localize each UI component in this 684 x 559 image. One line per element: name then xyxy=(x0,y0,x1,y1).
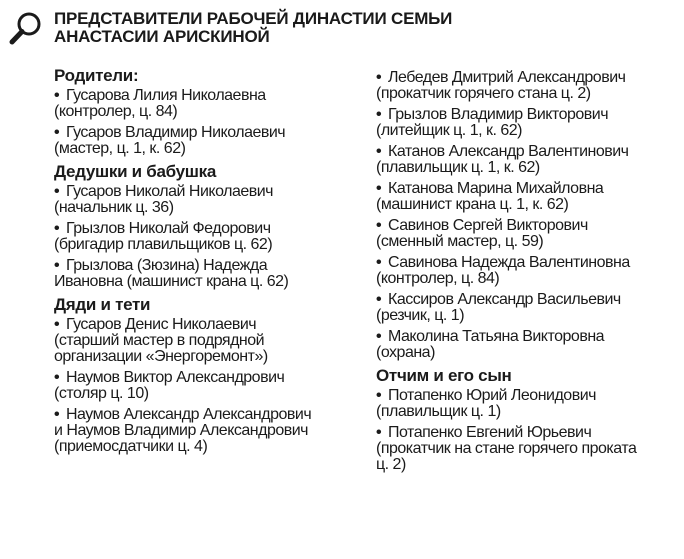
list-item xyxy=(54,317,354,365)
person-role: (резчик, ц. 1) xyxy=(376,307,465,324)
list-item xyxy=(376,107,678,139)
list-item xyxy=(376,388,678,420)
person-role: (столяр ц. 10) xyxy=(54,385,149,402)
list-item xyxy=(376,218,678,250)
list-item xyxy=(54,258,354,290)
list-item xyxy=(54,370,354,402)
person-role: (контролер, ц. 84) xyxy=(376,270,500,287)
person-name: • Грызлов Николай Федорович xyxy=(54,221,354,237)
person-role: (плавильщик ц. 1) xyxy=(376,403,501,420)
person-name: • Катанов Александр Валентинович xyxy=(376,144,678,160)
person-name: • Грызлов Владимир Викторович xyxy=(376,107,678,123)
person-name: • Маколина Татьяна Викторовна xyxy=(376,329,678,345)
person-role: (начальник ц. 36) xyxy=(54,199,174,216)
title-line-2: АНАСТАСИИ АРИСКИНОЙ xyxy=(54,27,270,46)
person-name: • Лебедев Дмитрий Александрович xyxy=(376,70,678,86)
section-title-stepfather-son: Отчим и его сын xyxy=(376,366,512,385)
person-name: • Грызлова (Зюзина) Надежда xyxy=(54,258,354,274)
person-name: • Потапенко Евгений Юрьевич xyxy=(376,425,678,441)
section-uncles-aunts xyxy=(54,295,354,455)
person-role: (охрана) xyxy=(376,344,435,361)
person-role: (сменный мастер, ц. 59) xyxy=(376,233,544,250)
left-column xyxy=(54,66,354,460)
right-column xyxy=(376,70,678,478)
person-role: (старший мастер в подрядной xyxy=(54,332,265,349)
person-name: • Гусарова Лилия Николаевна xyxy=(54,88,354,104)
section-title-grandparents: Дедушки и бабушка xyxy=(54,162,216,181)
person-name: • Наумов Александр Александрович xyxy=(54,407,354,423)
person-role-continued: (приемосдатчики ц. 4) xyxy=(54,438,208,455)
person-role: и Наумов Владимир Александрович xyxy=(54,422,309,439)
section-title-parents: Родители: xyxy=(54,66,139,85)
list-item xyxy=(376,292,678,324)
list-item xyxy=(54,125,354,157)
person-role: (плавильщик ц. 1, к. 62) xyxy=(376,159,540,176)
person-role: (бригадир плавильщиков ц. 62) xyxy=(54,236,273,253)
person-name: • Савинов Сергей Викторович xyxy=(376,218,678,234)
title-line-1: ПРЕДСТАВИТЕЛИ РАБОЧЕЙ ДИНАСТИИ СЕМЬИ xyxy=(54,9,453,28)
person-name: • Наумов Виктор Александрович xyxy=(54,370,354,386)
person-role: Ивановна (машинист крана ц. 62) xyxy=(54,273,289,290)
person-role: (контролер, ц. 84) xyxy=(54,103,178,120)
section-parents xyxy=(54,66,354,157)
list-item xyxy=(54,221,354,253)
page-title xyxy=(54,10,452,46)
person-role: (прокатчик на стане горячего проката xyxy=(376,440,637,457)
list-item xyxy=(376,144,678,176)
person-role-continued: ц. 2) xyxy=(376,456,406,473)
section-stepfather-son xyxy=(376,366,678,473)
person-role: (прокатчик горячего стана ц. 2) xyxy=(376,85,591,102)
list-item xyxy=(376,70,678,102)
person-name: • Гусаров Денис Николаевич xyxy=(54,317,354,333)
person-name: • Потапенко Юрий Леонидович xyxy=(376,388,678,404)
person-name: • Гусаров Николай Николаевич xyxy=(54,184,354,200)
list-item xyxy=(376,181,678,213)
list-item xyxy=(376,255,678,287)
list-item xyxy=(376,329,678,361)
person-name: • Катанова Марина Михайловна xyxy=(376,181,678,197)
section-grandparents xyxy=(54,162,354,290)
list-item xyxy=(54,407,354,455)
person-name: • Савинова Надежда Валентиновна xyxy=(376,255,678,271)
person-name: • Кассиров Александр Васильевич xyxy=(376,292,678,308)
list-item xyxy=(54,184,354,216)
magnifier-icon xyxy=(8,10,44,46)
person-role: (машинист крана ц. 1, к. 62) xyxy=(376,196,569,213)
person-role: (литейщик ц. 1, к. 62) xyxy=(376,122,522,139)
person-role-continued: организации «Энергоремонт») xyxy=(54,348,268,365)
person-role: (мастер, ц. 1, к. 62) xyxy=(54,140,186,157)
section-title-uncles-aunts: Дяди и тети xyxy=(54,295,151,314)
person-name: • Гусаров Владимир Николаевич xyxy=(54,125,354,141)
article-header xyxy=(8,10,678,54)
list-item xyxy=(54,88,354,120)
list-item xyxy=(376,425,678,473)
